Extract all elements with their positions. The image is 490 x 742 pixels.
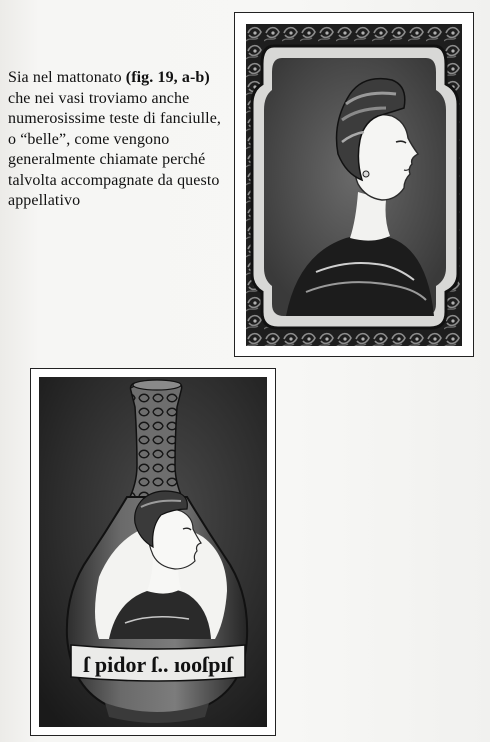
figure-reference: (fig. 19, a-b) <box>125 69 210 86</box>
vase-inscription: ſ pidor ſ.. ıooſpıſ <box>83 652 233 677</box>
vase-photo-frame <box>30 368 276 736</box>
intro-paragraph <box>8 68 230 212</box>
bottle-vase-image <box>39 377 267 727</box>
tile-photo-frame <box>234 12 474 357</box>
portrait-tile-image <box>246 24 462 346</box>
intro-text-part-2: che nei vasi troviamo anche numerosissime teste di fanciulle, o “belle”, come vengono generalmente chiamate perché talvolta accompagnate da questo appellativo <box>8 89 222 209</box>
intro-text-part-1: Sia nel mattonato <box>8 69 126 86</box>
